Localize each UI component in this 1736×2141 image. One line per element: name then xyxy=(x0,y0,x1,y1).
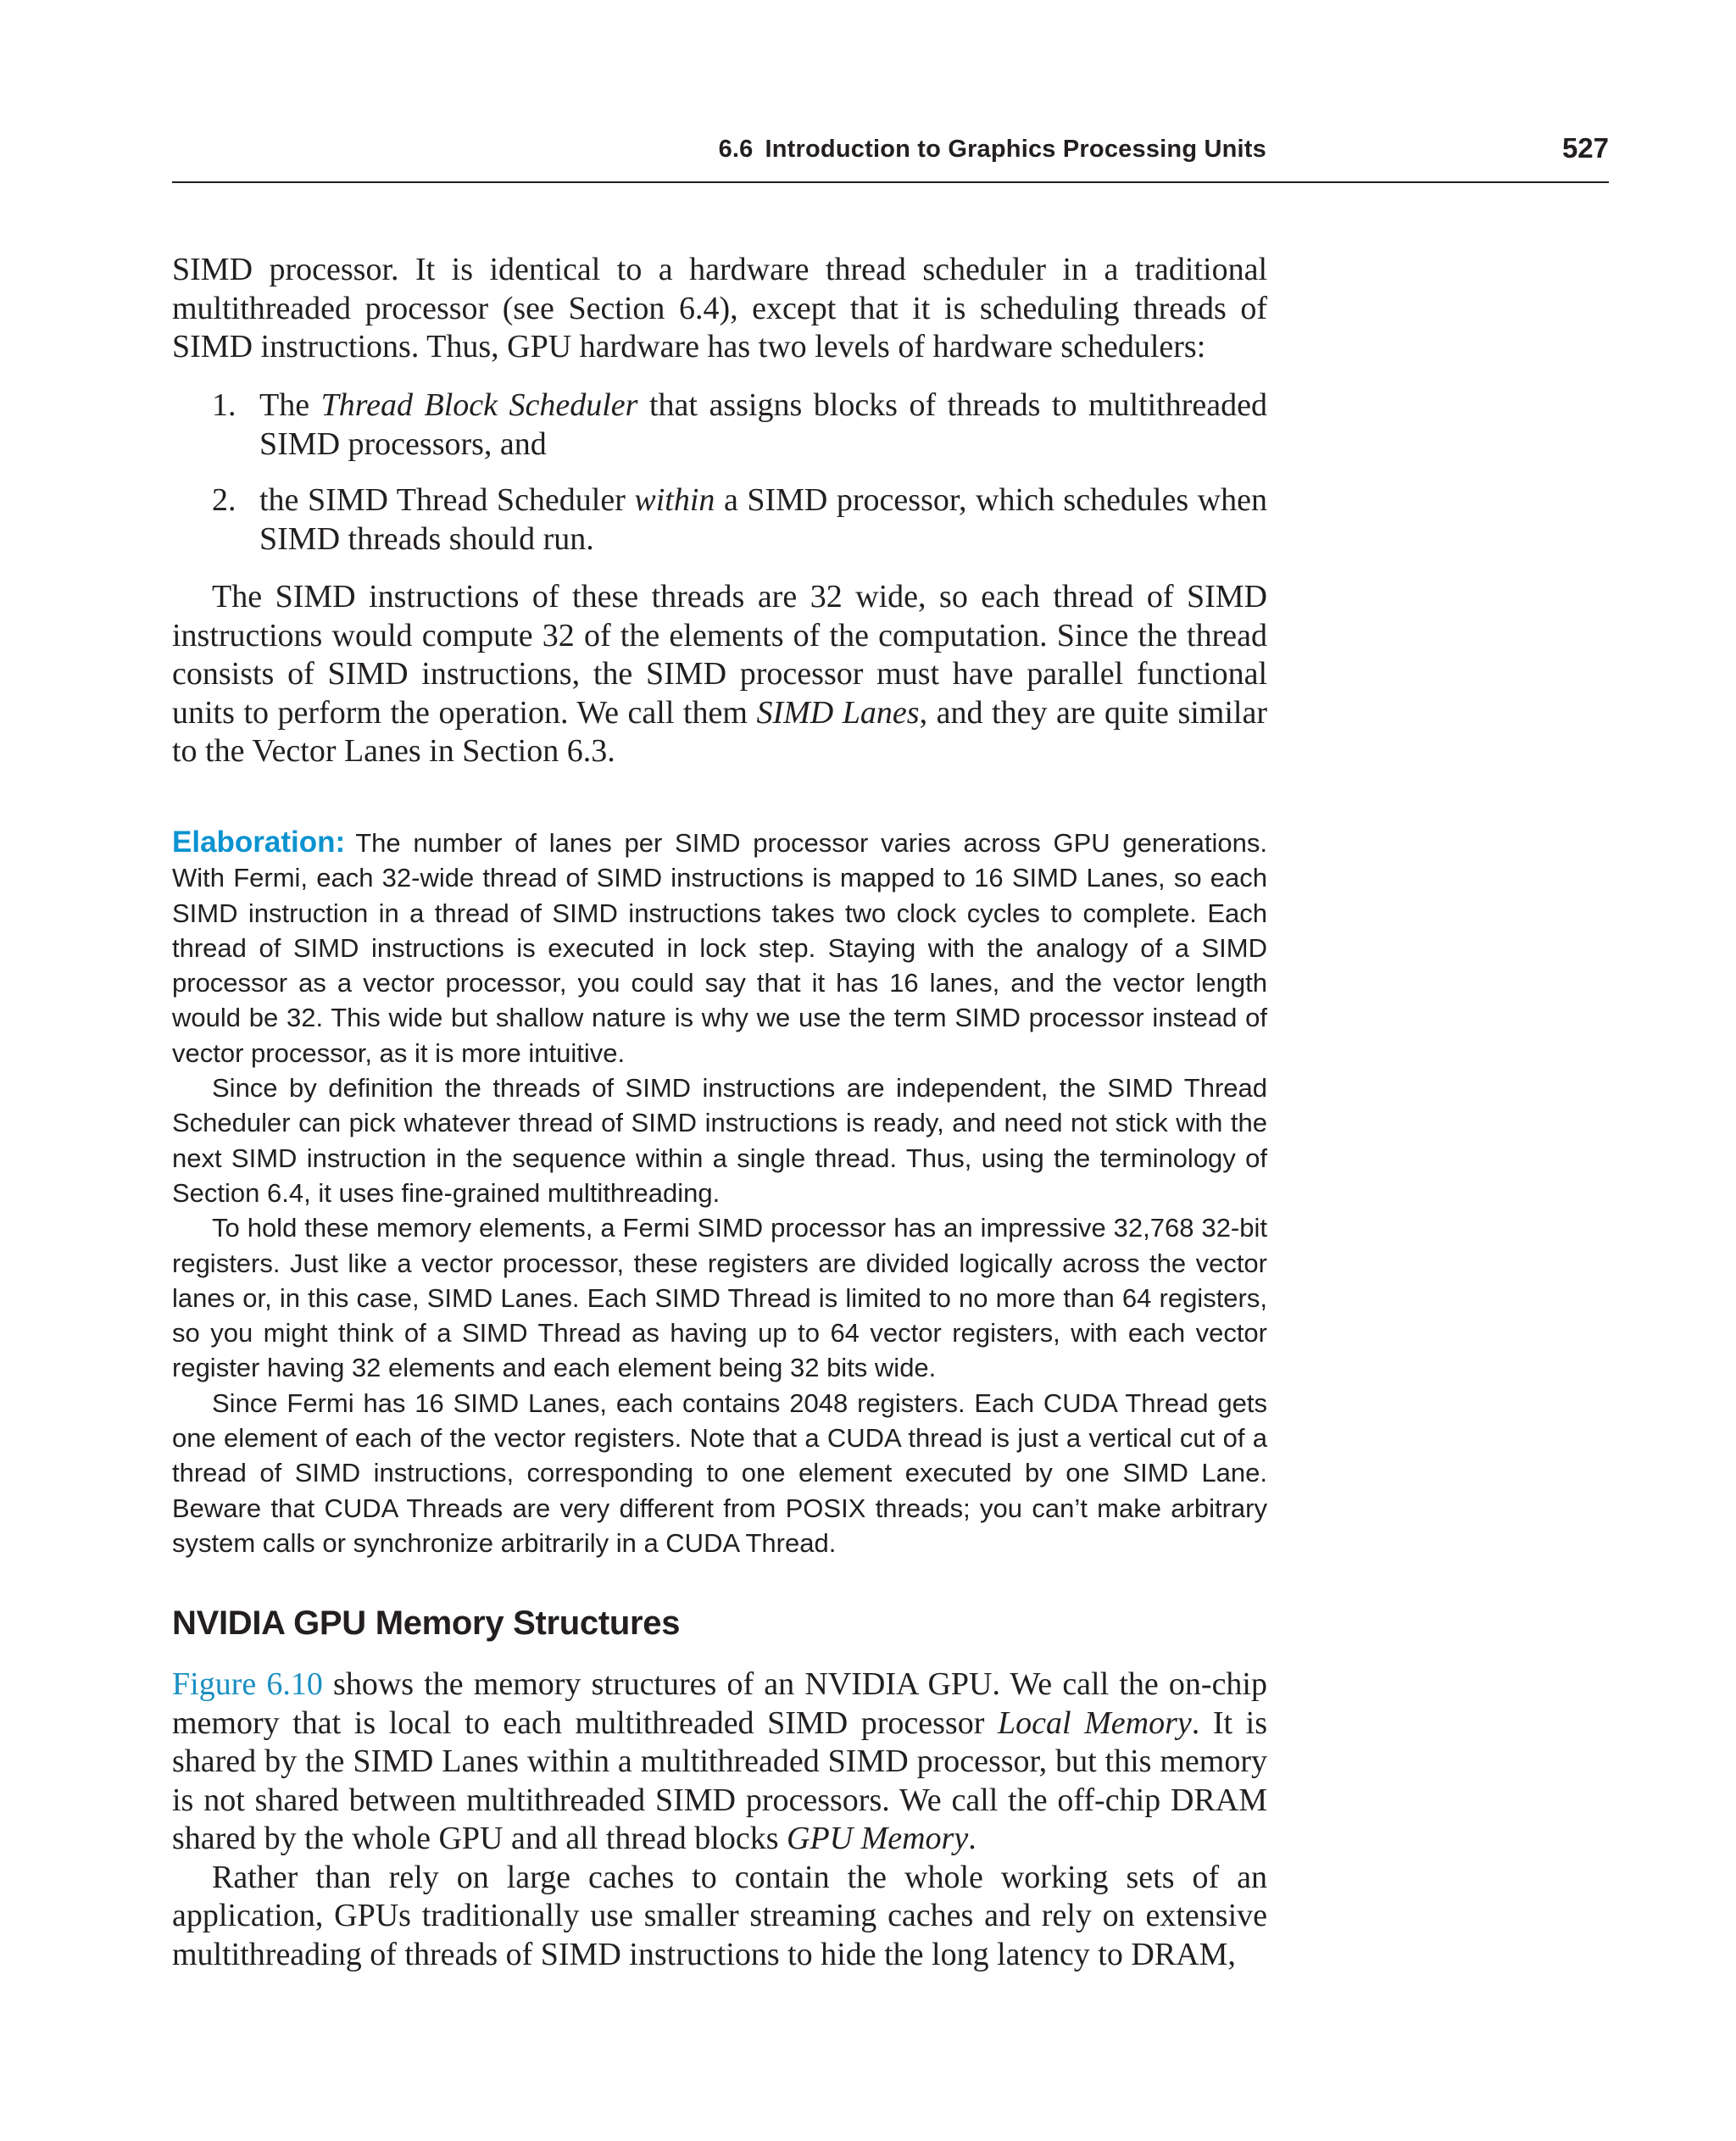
list-item xyxy=(172,481,1267,559)
emphasis: Local Memory xyxy=(997,1704,1192,1741)
running-header xyxy=(172,127,1609,183)
emphasis: SIMD Lanes xyxy=(756,694,920,731)
section-number: 6.6 xyxy=(718,136,754,163)
elaboration-paragraph: Since Fermi has 16 SIMD Lanes, each contains 2048 registers. Each CUDA Thread gets one element of each of the vector registers. Note that a CUDA thread is just a vertical cut of a thread of SIMD instructions, corresponding to one element executed by one SIMD Lane. Beware that CUDA Threads are very different from POSIX threads; you can’t make arbitrary system calls or synchronize arbitrarily in a CUDA Thread. xyxy=(172,1387,1267,1558)
memory-section-body xyxy=(172,1666,1267,1974)
elaboration-label: Elaboration: xyxy=(172,826,346,859)
section-title: Introduction to Graphics Processing Units xyxy=(765,136,1266,163)
intro-paragraph: SIMD processor. It is identical to a hardware thread scheduler in a traditional multithreaded processor (see Section 6.4), except that it is scheduling threads of SIMD instructions. Thus, GPU hardware has two levels of hardware schedulers: xyxy=(172,252,1267,364)
figure-link[interactable]: Figure 6.10 xyxy=(172,1666,323,1702)
elaboration-box xyxy=(172,825,1267,1560)
elaboration-paragraph: Elaboration: The number of lanes per SIMD processor varies across GPU generations. With Fermi, each 32-wide thread of SIMD instructions is mapped to 16 SIMD Lanes, so each SIMD instruction in a thread of SIMD instructions takes two clock cycles to complete. Each thread of SIMD instructions is executed in lock step. Staying with the analogy of a SIMD processor as a vector processor, you could say that it has 16 lanes, and the vector length would be 32. This wide but shallow nature is why we use the term SIMD processor instead of vector processor, as it is more intuitive. xyxy=(172,826,1267,1068)
page-number: 527 xyxy=(1561,132,1609,164)
emphasis: Thread Block Scheduler xyxy=(320,387,638,423)
section-heading: NVIDIA GPU Memory Structures xyxy=(172,1604,681,1642)
memory-paragraph: Figure 6.10 shows the memory structures of an NVIDIA GPU. We call the on-chip memory that is local to each multithreaded SIMD processor Local Memory. It is shared by the SIMD Lanes within a multithreaded SIMD processor, but this memory is not shared between multithreaded SIMD processors. We call the off-chip DRAM shared by the whole GPU and all thread blocks GPU Memory. xyxy=(172,1666,1267,1856)
emphasis: GPU Memory xyxy=(787,1821,969,1856)
elaboration-paragraph: Since by definition the threads of SIMD instructions are independent, the SIMD Thread Scheduler can pick whatever thread of SIMD instructions is ready, and need not stick with the next SIMD instruction in the sequence within a single thread. Thus, using the terminology of Section 6.4, it uses fine-grained multithreading. xyxy=(172,1073,1267,1208)
list-item-text: The Thread Block Scheduler that assigns blocks of threads to multithreaded SIMD processors, and xyxy=(259,387,1268,462)
elaboration-paragraph: To hold these memory elements, a Fermi SIMD processor has an impressive 32,768 32-bit registers. Just like a vector processor, these registers are divided logically across the vector lanes or, in this case, SIMD Lanes. Each SIMD Thread is limited to no more than 64 registers, so you might think of a SIMD Thread as having up to 64 vector registers, with each vector register having 32 elements and each element being 32 bits wide. xyxy=(172,1213,1267,1383)
running-header-section xyxy=(719,136,1266,164)
list-item xyxy=(172,386,1267,464)
lanes-paragraph: The SIMD instructions of these threads are 32 wide, so each thread of SIMD instructions would compute 32 of the elements of the computation. Since the thread consists of SIMD instructions, the SIMD processor must have parallel functional units to perform the operation. We call them SIMD Lanes, and they are quite similar to the Vector Lanes in Section 6.3. xyxy=(172,579,1268,769)
memory-paragraph: Rather than rely on large caches to contain the whole working sets of an application, GPUs traditionally use smaller streaming caches and rely on extensive multithreading of threads of SIMD instructions to hide the long latency to DRAM, xyxy=(172,1859,1267,1972)
list-marker: 2. xyxy=(212,482,236,518)
list-item-text: the SIMD Thread Scheduler within a SIMD processor, which schedules when SIMD threads should run. xyxy=(259,482,1267,557)
emphasis: within xyxy=(634,482,715,518)
list-marker: 1. xyxy=(212,387,236,423)
